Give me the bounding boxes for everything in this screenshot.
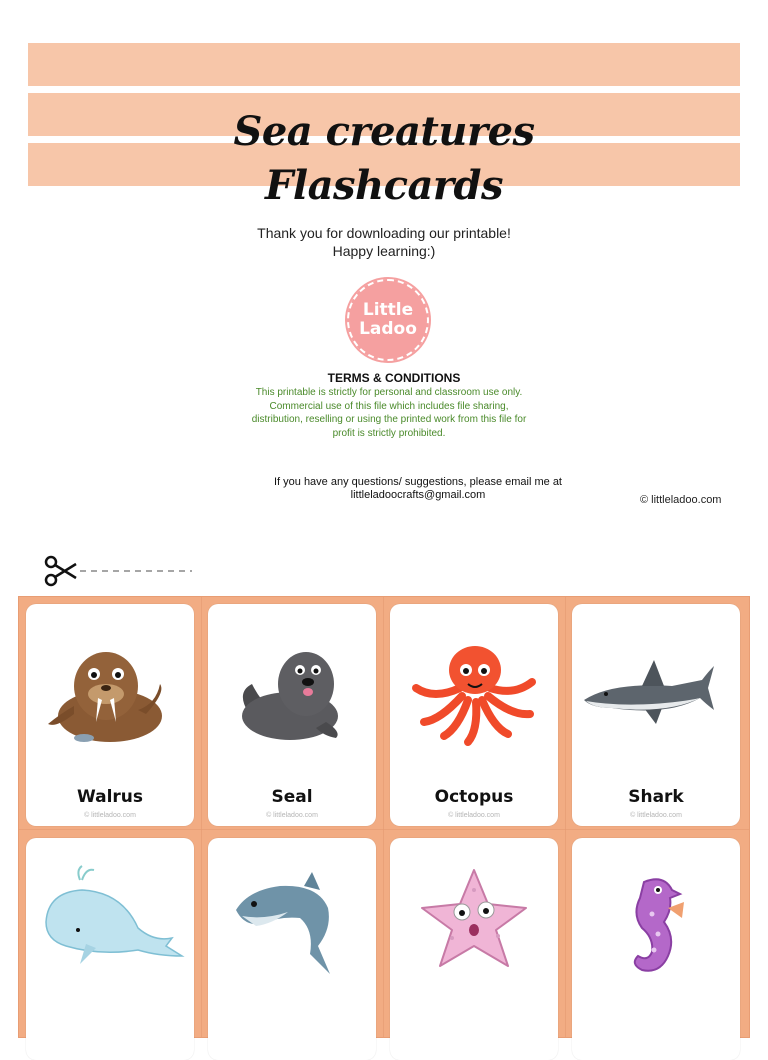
contact-line: If you have any questions/ suggestions, please email me at — [273, 476, 562, 488]
octopus-icon — [390, 604, 558, 764]
flashcard-seal — [208, 604, 376, 826]
contact-email: littleladoocrafts@gmail.com — [350, 489, 486, 501]
flashcard-dolphin — [208, 838, 376, 1060]
terms-body: This printable is strictly for personal and classroom use only. Commercial use of this file which includes file sharing, distribution, reselling or using the printed work from this file for profit is strictly prohibited. — [251, 387, 527, 439]
logo-line2: Ladoo — [359, 319, 417, 339]
card-credit: © littleladoo.com — [266, 812, 318, 819]
card-label: Shark — [628, 787, 684, 807]
cut-line — [201, 597, 202, 1037]
flashcard-seahorse — [572, 838, 740, 1060]
seahorse-icon — [572, 838, 740, 998]
terms-heading: TERMS & CONDITIONS — [327, 371, 461, 385]
dolphin-icon — [208, 838, 376, 998]
card-label: Walrus — [76, 787, 144, 807]
card-credit: © littleladoo.com — [448, 812, 500, 819]
thanks-message — [0, 224, 768, 260]
cut-line — [383, 597, 384, 1037]
seal-icon — [208, 604, 376, 764]
scissors-icon — [44, 554, 194, 588]
page-title-line1: Sea creatures — [233, 108, 535, 155]
walrus-icon — [26, 604, 194, 764]
page-title-line2: Flashcards — [265, 162, 503, 209]
cut-line — [565, 597, 566, 1037]
copyright-text: © littleladoo.com — [640, 494, 722, 506]
flashcard-starfish — [390, 838, 558, 1060]
thanks-line2: Happy learning:) — [332, 243, 436, 259]
little-ladoo-logo — [347, 279, 429, 361]
contact-info — [238, 476, 598, 502]
flashcard-grid — [18, 596, 750, 1038]
card-credit: © littleladoo.com — [630, 812, 682, 819]
cut-line — [19, 829, 749, 830]
flashcard-walrus — [26, 604, 194, 826]
card-label: Seal — [271, 787, 313, 807]
whale-icon — [26, 838, 194, 998]
flashcard-shark — [572, 604, 740, 826]
thanks-line1: Thank you for downloading our printable! — [257, 225, 511, 241]
shark-icon — [572, 604, 740, 764]
card-label: Octopus — [434, 787, 514, 807]
flashcard-octopus — [390, 604, 558, 826]
flashcard-whale — [26, 838, 194, 1060]
card-credit: © littleladoo.com — [84, 812, 136, 819]
starfish-icon — [390, 838, 558, 998]
header-stripe-top — [28, 43, 740, 86]
logo-line1: Little — [362, 300, 414, 320]
